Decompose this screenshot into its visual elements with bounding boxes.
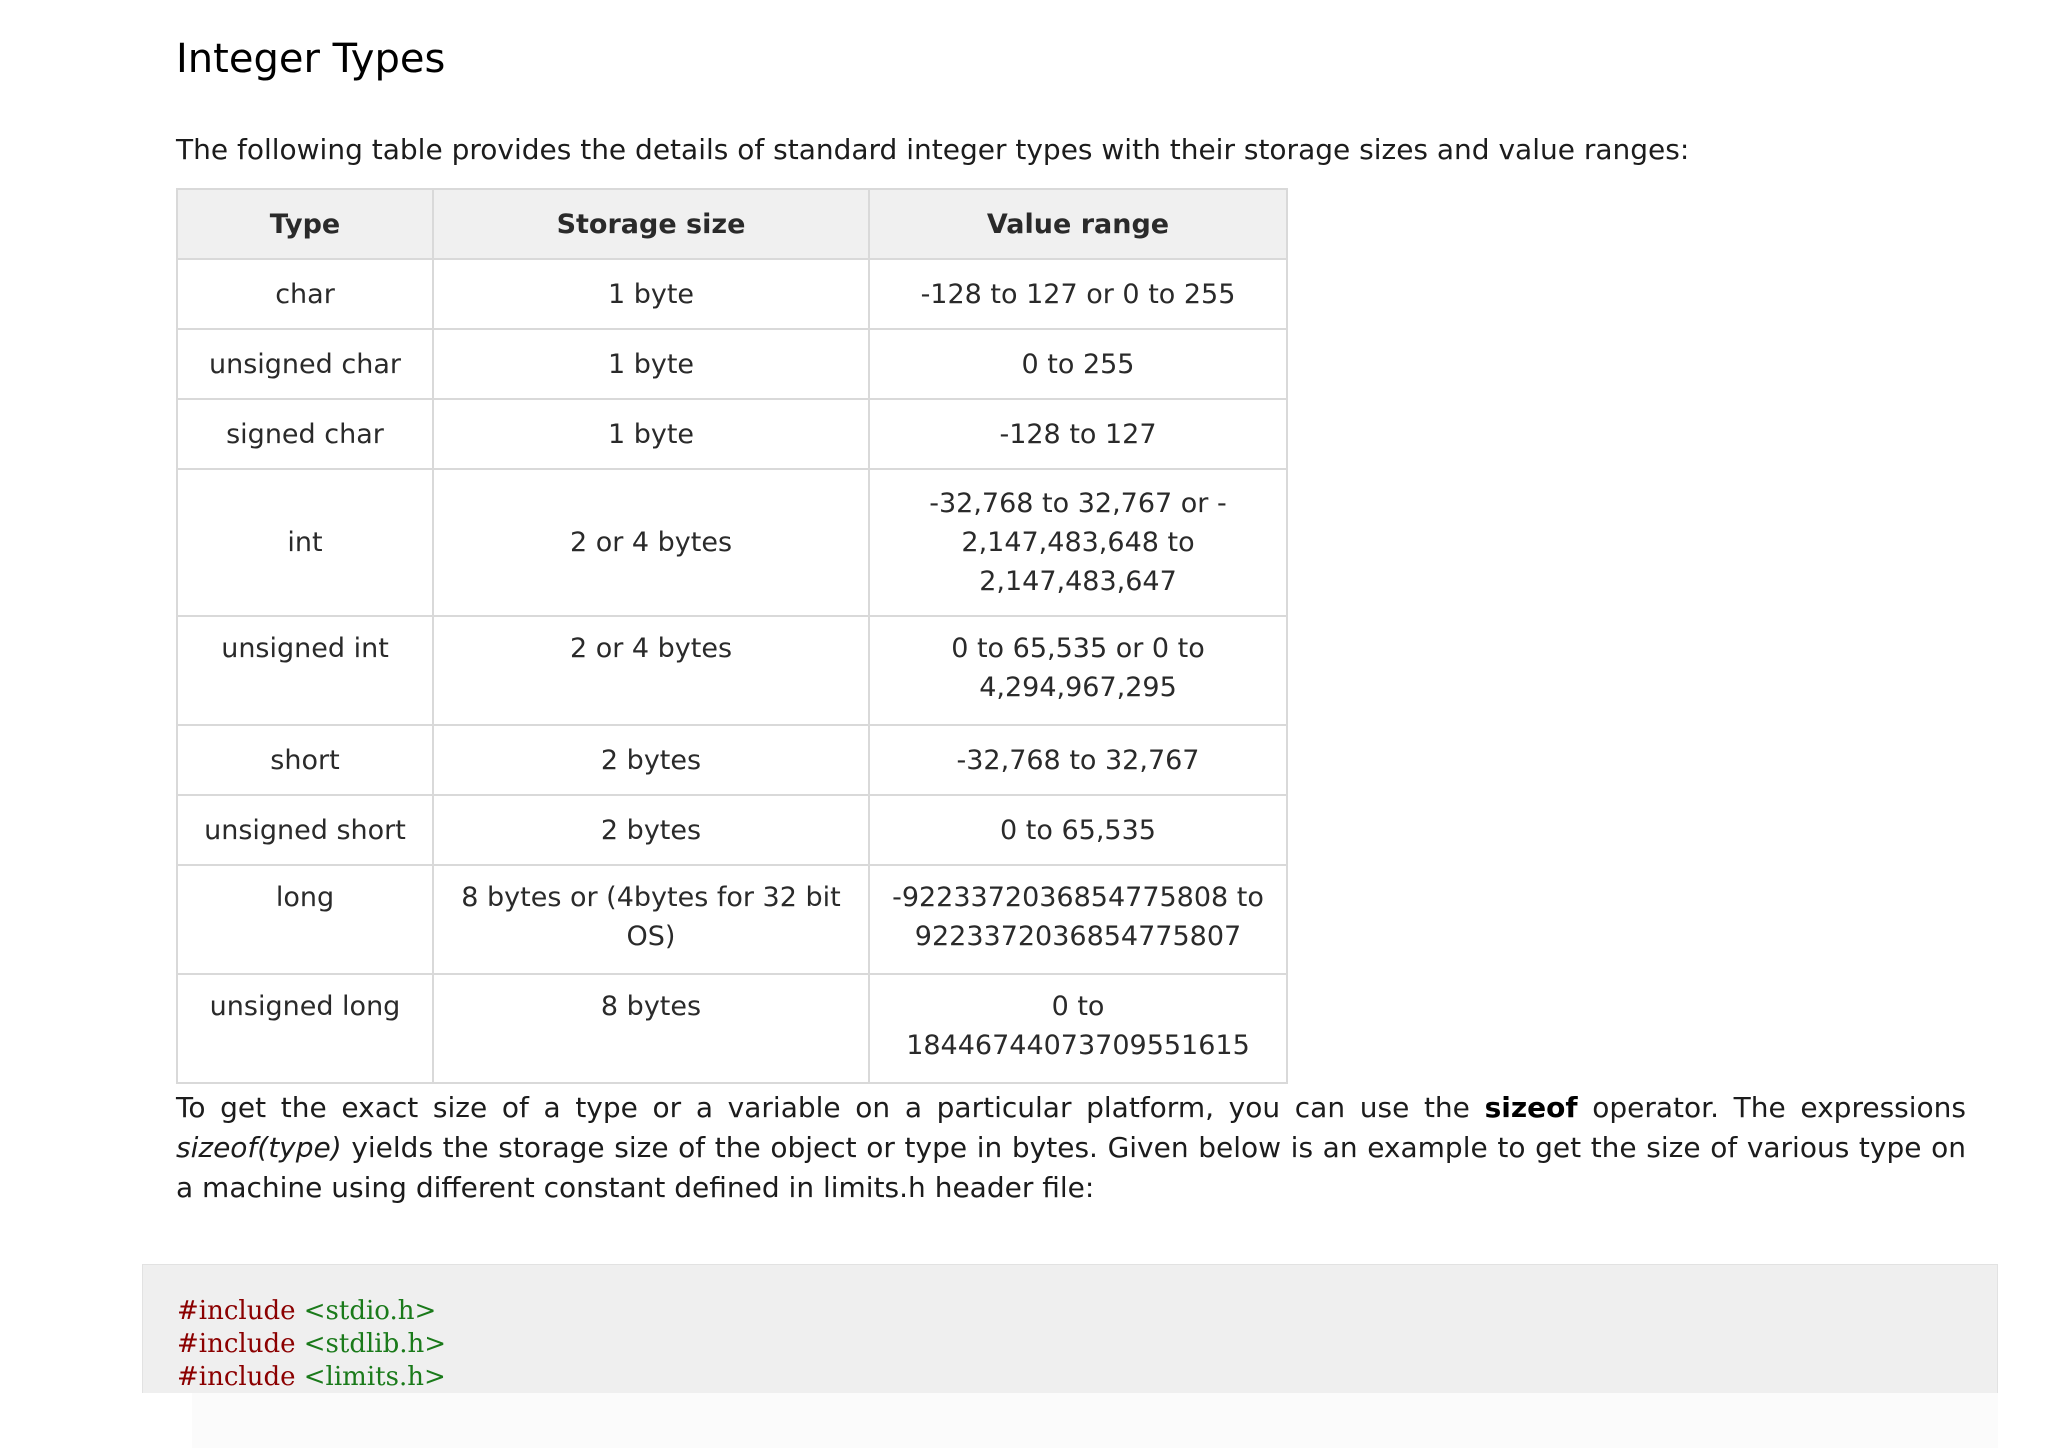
type-cell: int	[177, 469, 433, 616]
type-cell: short	[177, 725, 433, 795]
type-cell: signed char	[177, 399, 433, 469]
table-row	[177, 865, 1287, 974]
range-line: -32,768 to 32,767	[956, 744, 1200, 776]
size-cell: 2 bytes	[433, 795, 869, 865]
range-line: -128 to 127 or 0 to 255	[920, 278, 1236, 310]
size-cell: 2 bytes	[433, 725, 869, 795]
table-row	[177, 469, 1287, 616]
intro-text: The following table provides the details of standard integer types with their storage sizes and value ranges:	[176, 133, 1690, 166]
page-title: Integer Types	[176, 36, 446, 82]
range-cell	[869, 865, 1287, 974]
sizeof-keyword: sizeof	[1484, 1091, 1578, 1124]
table-row	[177, 259, 1287, 329]
range-line: -128 to 127	[999, 418, 1157, 450]
table-row	[177, 974, 1287, 1083]
table-row	[177, 616, 1287, 725]
range-cell	[869, 974, 1287, 1083]
page-bottom-edge	[0, 1393, 2048, 1448]
type-cell: char	[177, 259, 433, 329]
sizeof-expression: sizeof(type)	[176, 1131, 342, 1164]
range-line: 18446744073709551615	[906, 1030, 1250, 1061]
range-cell	[869, 725, 1287, 795]
size-cell: 8 bytes	[433, 974, 869, 1083]
paragraph-text: yields the storage size of the object or type in bytes. Given below is an example to get the size of various type on a machine using different constant defined in limits.h header file:	[176, 1131, 1966, 1204]
code-text	[177, 1295, 446, 1394]
range-cell	[869, 259, 1287, 329]
size-cell: 2 or 4 bytes	[433, 616, 869, 725]
range-line: 4,294,967,295	[979, 672, 1177, 703]
type-cell: unsigned short	[177, 795, 433, 865]
header-type: Type	[177, 189, 433, 259]
faded-code-continuation	[192, 1393, 1998, 1448]
integer-types-table	[176, 188, 1288, 1084]
size-cell: 1 byte	[433, 329, 869, 399]
range-line: 9223372036854775807	[914, 921, 1242, 952]
range-cell	[869, 795, 1287, 865]
range-line: 2,147,483,648 to	[961, 527, 1195, 558]
range-line: 0 to 255	[1021, 348, 1135, 380]
table-row	[177, 399, 1287, 469]
size-cell: 1 byte	[433, 399, 869, 469]
table-row	[177, 329, 1287, 399]
range-cell	[869, 469, 1287, 616]
range-line: 2,147,483,647	[979, 566, 1177, 597]
paragraph-text: To get the exact size of a type or a variable on a particular platform, you can use the	[176, 1091, 1485, 1124]
range-cell	[869, 329, 1287, 399]
range-line: -32,768 to 32,767 or -	[929, 488, 1227, 519]
header-name: <limits.h>	[303, 1362, 446, 1392]
sizeof-paragraph	[176, 1088, 1966, 1208]
range-cell	[869, 616, 1287, 725]
range-line: -9223372036854775808 to	[892, 882, 1264, 913]
range-cell	[869, 399, 1287, 469]
include-directive: #include	[177, 1296, 296, 1326]
table-row	[177, 725, 1287, 795]
type-cell: unsigned int	[177, 616, 433, 725]
range-line: 0 to 65,535	[1000, 814, 1156, 846]
range-line: 0 to	[1051, 991, 1105, 1022]
type-cell: unsigned long	[177, 974, 433, 1083]
header-name: <stdlib.h>	[303, 1329, 447, 1359]
size-cell: 8 bytes or (4bytes for 32 bit OS)	[433, 865, 869, 974]
type-cell: long	[177, 865, 433, 974]
size-cell: 1 byte	[433, 259, 869, 329]
paragraph-text: operator. The expressions	[1577, 1091, 1966, 1124]
include-directive: #include	[177, 1329, 296, 1359]
header-name: <stdio.h>	[303, 1296, 437, 1326]
type-cell: unsigned char	[177, 329, 433, 399]
header-storage-size: Storage size	[433, 189, 869, 259]
table-header-row	[177, 189, 1287, 259]
header-value-range: Value range	[869, 189, 1287, 259]
include-directive: #include	[177, 1362, 296, 1392]
size-cell: 2 or 4 bytes	[433, 469, 869, 616]
range-line: 0 to 65,535 or 0 to	[951, 633, 1205, 664]
table-row	[177, 795, 1287, 865]
